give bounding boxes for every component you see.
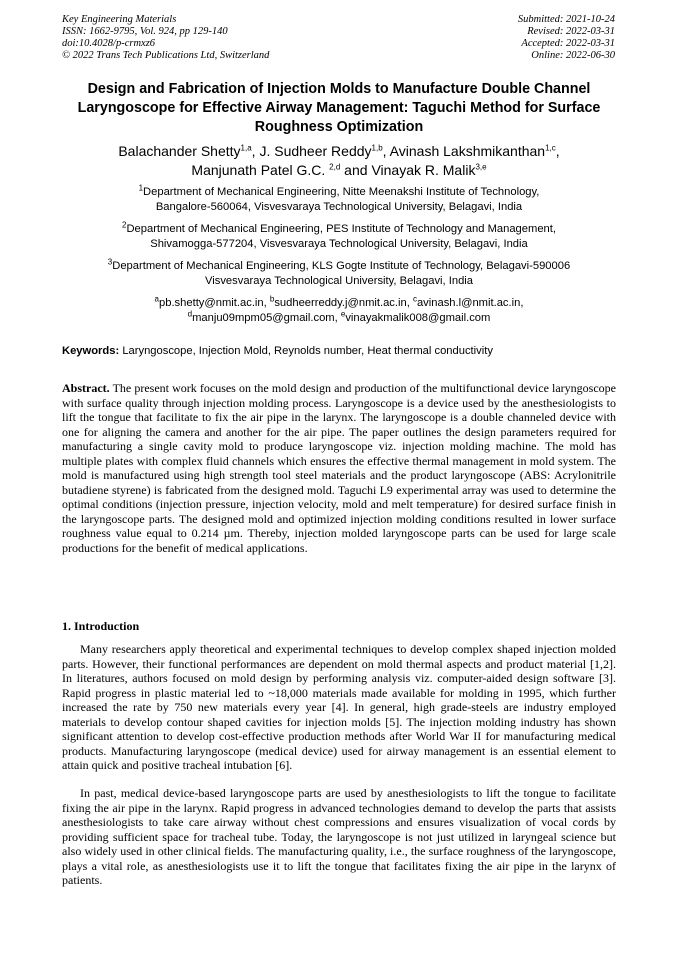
journal-name: Key Engineering Materials [62,14,177,25]
affiliation-3 [62,259,616,288]
email-sup: b [269,294,275,304]
affiliation-line: Bangalore-560064, Visvesvaraya Technological University, Belagavi, India [155,200,523,213]
paragraph: In past, medical device-based laryngoscope parts are used by anesthesiologists to lift the tongue to facilitate fixing the air pipe in the larynx. Rapid progress in advanced technologies demand to develop the parts that assists anesthesiologists to take care airway without chest compressions and ensures visualization of vocal cords by providing sufficient space for tracheal tube. Today, the laryngoscope is not just utilized in laryngeal science but also widely used in other clinical fields. The manufacturing quality, i.e., the surface roughness of the laryngoscope, plays a vital role, as anesthesiologists use it to lift the tongue that facilitates fixing the air pipe in the larynx of patients. [62,786,616,887]
abstract-text: The present work focuses on the mold design and production of the multifunctional device laryngoscope with surface quality through injection molding process. Laryngoscope is a device used by the anesthesiologists to lift the tongue that facilitate to fix the air pipe in the larynx. The laryngoscope is a double channeled device with one for aligning the camera and another for the air pipe. The paper outlines the design parameters required for manufacturing a single cavity mold to produce laryngoscope viz. injection molding machine. The mold has multiple plates with complex fluid channels which ensures the effective thermal management in mold system. The mold is manufactured using high strength tool steel materials and the product laryngoscope (ABS: Acrylonitrile butadiene styrene) is fabricated from the designed mold. Taguchi L9 experimental array was used to determine the optimal conditions (injection pressure, injection velocity, mold and melt temperature) for desired surface finish in the laryngoscope parts. The designed mold and optimized injection molding conditions resulted in lower surface roughness value equal to 0.214 µm. Thereby, injection molded laryngoscope parts can be used for large scale productions for the benefit of medical applications. [62,381,616,555]
keywords-label: Keywords: [62,345,120,357]
section-heading: 1. Introduction [62,619,140,633]
email-sup: d [187,308,193,318]
email-sup: c [412,294,417,304]
affiliation-line: Department of Mechanical Engineering, KLS Gogte Institute of Technology, Belagavi-590006 [112,260,571,272]
keywords-text: Laryngoscope, Injection Mold, Reynolds number, Heat thermal conductivity [122,345,493,357]
email-address[interactable]: sudheerreddy.j@nmit.ac.in [274,297,407,309]
author-sup: 1,a [240,143,252,153]
email-address[interactable]: vinayakmalik008@gmail.com [345,311,491,324]
publication-dates [518,14,615,62]
journal-issn: ISSN: 1662-9795, Vol. 924, pp 129-140 [62,26,228,37]
journal-doi: doi:10.4028/p-crmxz6 [62,38,156,49]
email-address[interactable]: pb.shetty@nmit.ac.in [159,297,264,309]
keywords [62,344,616,358]
author-name: Vinayak R. Malik [371,162,476,178]
affiliation-line: Visvesvaraya Technological University, Belagavi, India [204,274,474,287]
paper-title: Design and Fabrication of Injection Molds to Manufacture Double Channel Laryngoscope for Effective Airway Management: Taguchi Method for Surface Roughness Optimization [77,81,601,135]
affiliation-line: Department of Mechanical Engineering, PES Institute of Technology and Management, [126,223,556,235]
date-submitted: Submitted: 2021-10-24 [517,14,615,25]
author-sup: 1,b [371,143,383,153]
affiliation-line: Department of Mechanical Engineering, Nitte Meenakshi Institute of Technology, [143,186,540,198]
affiliation-2 [62,222,616,251]
author-sup: 1,c [545,143,556,153]
abstract [62,381,616,555]
email-address[interactable]: avinash.l@nmit.ac.in [416,297,521,309]
affiliation-sup: 2 [122,220,127,230]
date-revised: Revised: 2022-03-31 [527,26,615,37]
author-list: Balachander Shetty$^{1,a}$, J. Sudheer Reddy$^{1,b}$, Avinash Lakshmikanthan$^{1,c}$, Manjunath Patel G.C. $^{2,d}$ and Vinayak R. Malik$^{3,e}$ [118,143,560,178]
date-accepted: Accepted: 2022-03-31 [521,38,615,49]
author-name: Manjunath Patel G.C. [191,162,326,178]
affiliation-line: Shivamogga-577204, Visvesvaraya Technological University, Belagavi, India [150,237,528,250]
affiliation-1 [62,185,616,214]
journal-copyright: © 2022 Trans Tech Publications Ltd, Switzerland [62,50,270,61]
email-sup: e [340,308,346,318]
author-name: Avinash Lakshmikanthan [389,143,546,159]
paragraph: Many researchers apply theoretical and experimental techniques to develop complex shaped injection molded parts. However, their functional performances are dependent on mold thermal aspects and product material [1,2]. In literatures, authors focused on mold design by performing analysis viz. computer-aided design software [3]. Rapid progress in plastic material led to ~18,000 materials made available for molding in 1995, which further increased the rate by 750 new materials every year [4]. In general, high grade-steels are industry employed materials to develop contour shaped cavities for injection molds [5]. The injection molding industry has shown significant attention to develop cost-effective production methods after World War II for manufacturing medical products. Manufacturing laryngoscope (medical device) used for airway management is an essential element to attain quick and positive tracheal intubation [6]. [62,642,616,772]
author-sup: 2,d [329,162,341,172]
email-list: $^a$pb.shetty@nmit.ac.in, $^b$sudheerreddy.j@nmit.ac.in, $^c$avinash.l@nmit.ac.in, $^d$manju09mpm05@gmail.com, $^e$vinayakmalik008@gmail.com [154,294,524,324]
author-name: J. Sudheer Reddy [259,143,372,159]
affiliation-sup: 3 [107,257,113,267]
email-address[interactable]: manju09mpm05@gmail.com [192,311,335,324]
abstract-label: Abstract. [62,381,110,395]
journal-info [62,14,269,62]
email-sup: a [154,294,159,304]
author-name: Balachander Shetty [118,143,241,159]
affiliation-sup: 1 [138,183,144,193]
date-online: Online: 2022-06-30 [531,50,615,61]
author-sup: 3,e [475,162,487,172]
